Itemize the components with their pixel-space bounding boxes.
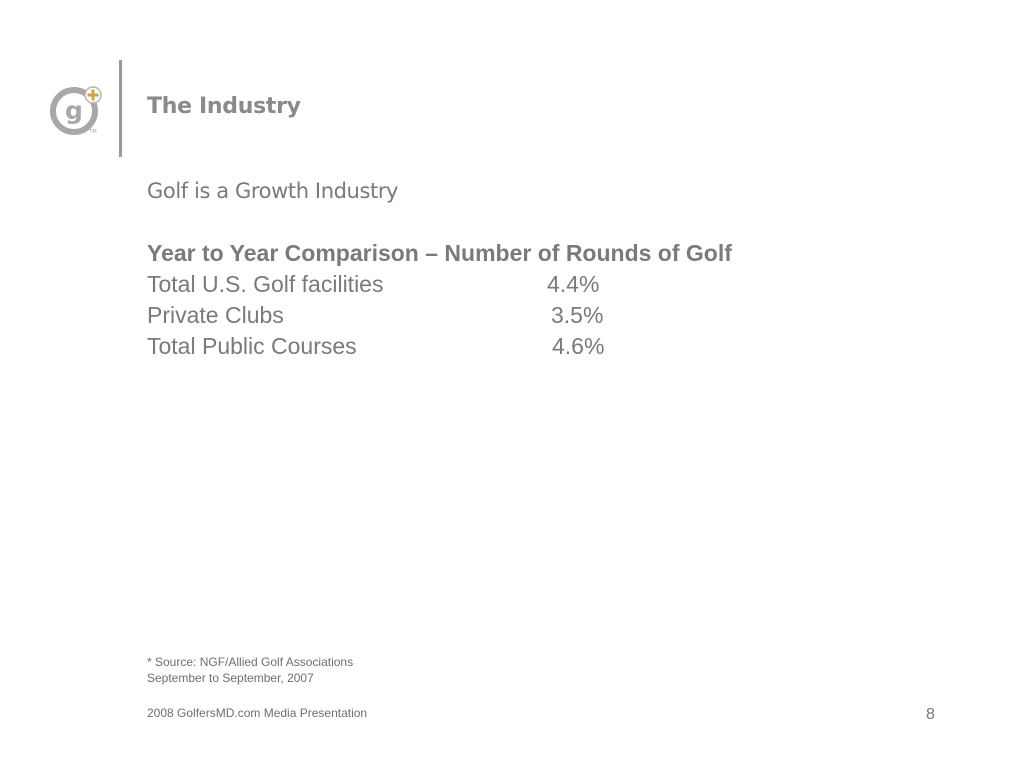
source-note: * Source: NGF/Allied Golf Associations [147,655,354,669]
stat-label: Private Clubs [147,302,284,328]
stat-value: 4.4% [547,271,600,297]
logo-trademark: TM [89,129,97,135]
logo-letter: g [65,96,83,125]
stat-label: Total U.S. Golf facilities [147,271,384,297]
source-date-range: September to September, 2007 [147,671,314,685]
logo-divider [119,60,122,157]
comparison-heading: Year to Year Comparison – Number of Rounds of Golf [147,240,732,266]
stat-value: 3.5% [551,302,604,328]
stat-row-public-courses [147,333,647,361]
slide-subtitle: Golf is a Growth Industry [147,179,399,203]
golfersmd-logo-icon [48,80,108,140]
stat-value: 4.6% [552,333,605,359]
footer-text: 2008 GolfersMD.com Media Presentation [147,706,368,720]
stat-label: Total Public Courses [147,333,357,359]
stat-row-total-facilities [147,271,647,299]
page-number: 8 [926,706,935,723]
slide-title: The Industry [147,94,301,119]
stat-row-private-clubs [147,302,647,330]
